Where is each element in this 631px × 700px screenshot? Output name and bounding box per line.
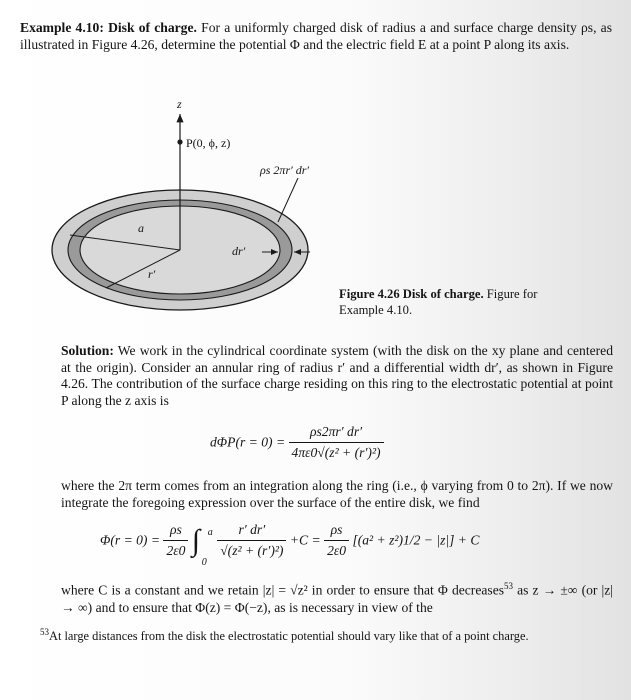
footnote-mark: 53 [40,627,49,637]
equation-phi [100,522,479,572]
eq2-result-coefficient [324,522,349,559]
solution-paragraph [61,343,613,409]
example-paragraph [20,20,612,53]
eq2-result-den: 2ε0 [327,543,347,558]
integral-upper-limit: a [207,526,213,538]
example-title: Example 4.10: Disk of charge. [20,20,197,35]
radius-r-label: r′ [148,267,156,281]
radius-a-label: a [138,221,144,235]
eq1-denominator: 4πε0√(z² + (r′)²) [291,445,381,460]
point-p-marker [177,139,182,144]
figure-caption [339,287,579,318]
footnote [40,625,615,644]
eq2-coef-den: 2ε0 [166,543,186,558]
eq2-lhs: Φ(r = 0) = [100,532,161,548]
solution-label: Solution: [61,343,114,358]
eq2-coef-num: ρs [163,522,188,541]
integral-lower-limit: 0 [201,556,207,568]
example-body: For a uniformly charged disk of radius a and surface charge density ρs, as illustrated in Figure 4.26, determine the potential Φ and the electric field E at a point P along its axis. [20,20,613,52]
eq2-integrand [217,522,286,559]
footnote-ref: 53 [504,581,514,591]
eq2-integrand-den: √(z² + (r′)²) [220,543,284,558]
integral-sign: ∫ a 0 [192,526,214,556]
eq2-integrand-num: r′ dr′ [217,522,286,541]
eq1-lhs: dΦP(r = 0) = [210,434,286,450]
caption-label: Figure 4.26 [339,287,400,301]
eq2-rhs: [(a² + z²)1/2 − |z|] + C [352,532,480,548]
footnote-text: At large distances from the disk the electrostatic potential should vary like that of a point charge. [49,629,529,644]
conclusion-text-rest: as z → ±∞ (or |z| → ∞) and to ensure that Φ(z) = Φ(−z), as is necessary in view of the [61,582,613,616]
figure-4-26 [40,92,340,352]
point-p-label: P(0, ϕ, z) [186,136,231,150]
solution-text: We work in the cylindrical coordinate system (with the disk on the xy plane and centered at the origin). Consider an annular ring of radius r′ and a differential width dr′, as shown in Figure 4.26. The contribution of the surface charge residing on this ring to the electrostatic potential at point P along the z axis is [61,343,613,408]
equation-dphi [210,424,384,472]
disk-diagram [40,92,340,352]
eq1-numerator: ρs2πr′ dr′ [289,424,384,443]
eq1-fraction [289,424,384,461]
integration-paragraph: where the 2π term comes from an integration along the ring (i.e., ϕ varying from 0 to 2π). If we now integrate the foregoing expression over the surface of the entire disk, we find [61,478,613,510]
width-label: dr′ [232,244,246,258]
conclusion-text: where C is a constant and we retain |z| = √z² in order to ensure that Φ decreases [61,582,505,598]
conclusion-paragraph [61,578,613,617]
z-axis-label: z [177,97,182,111]
eq2-result-num: ρs [324,522,349,541]
ring-charge-label: ρs 2πr′ dr′ [260,163,310,177]
ring-charge-leader [278,178,298,222]
caption-body: Figure for Example 4.10. [339,287,538,317]
eq2-coefficient [163,522,188,559]
eq2-mid: +C = [289,532,321,548]
caption-title: Disk of charge. [402,287,484,301]
